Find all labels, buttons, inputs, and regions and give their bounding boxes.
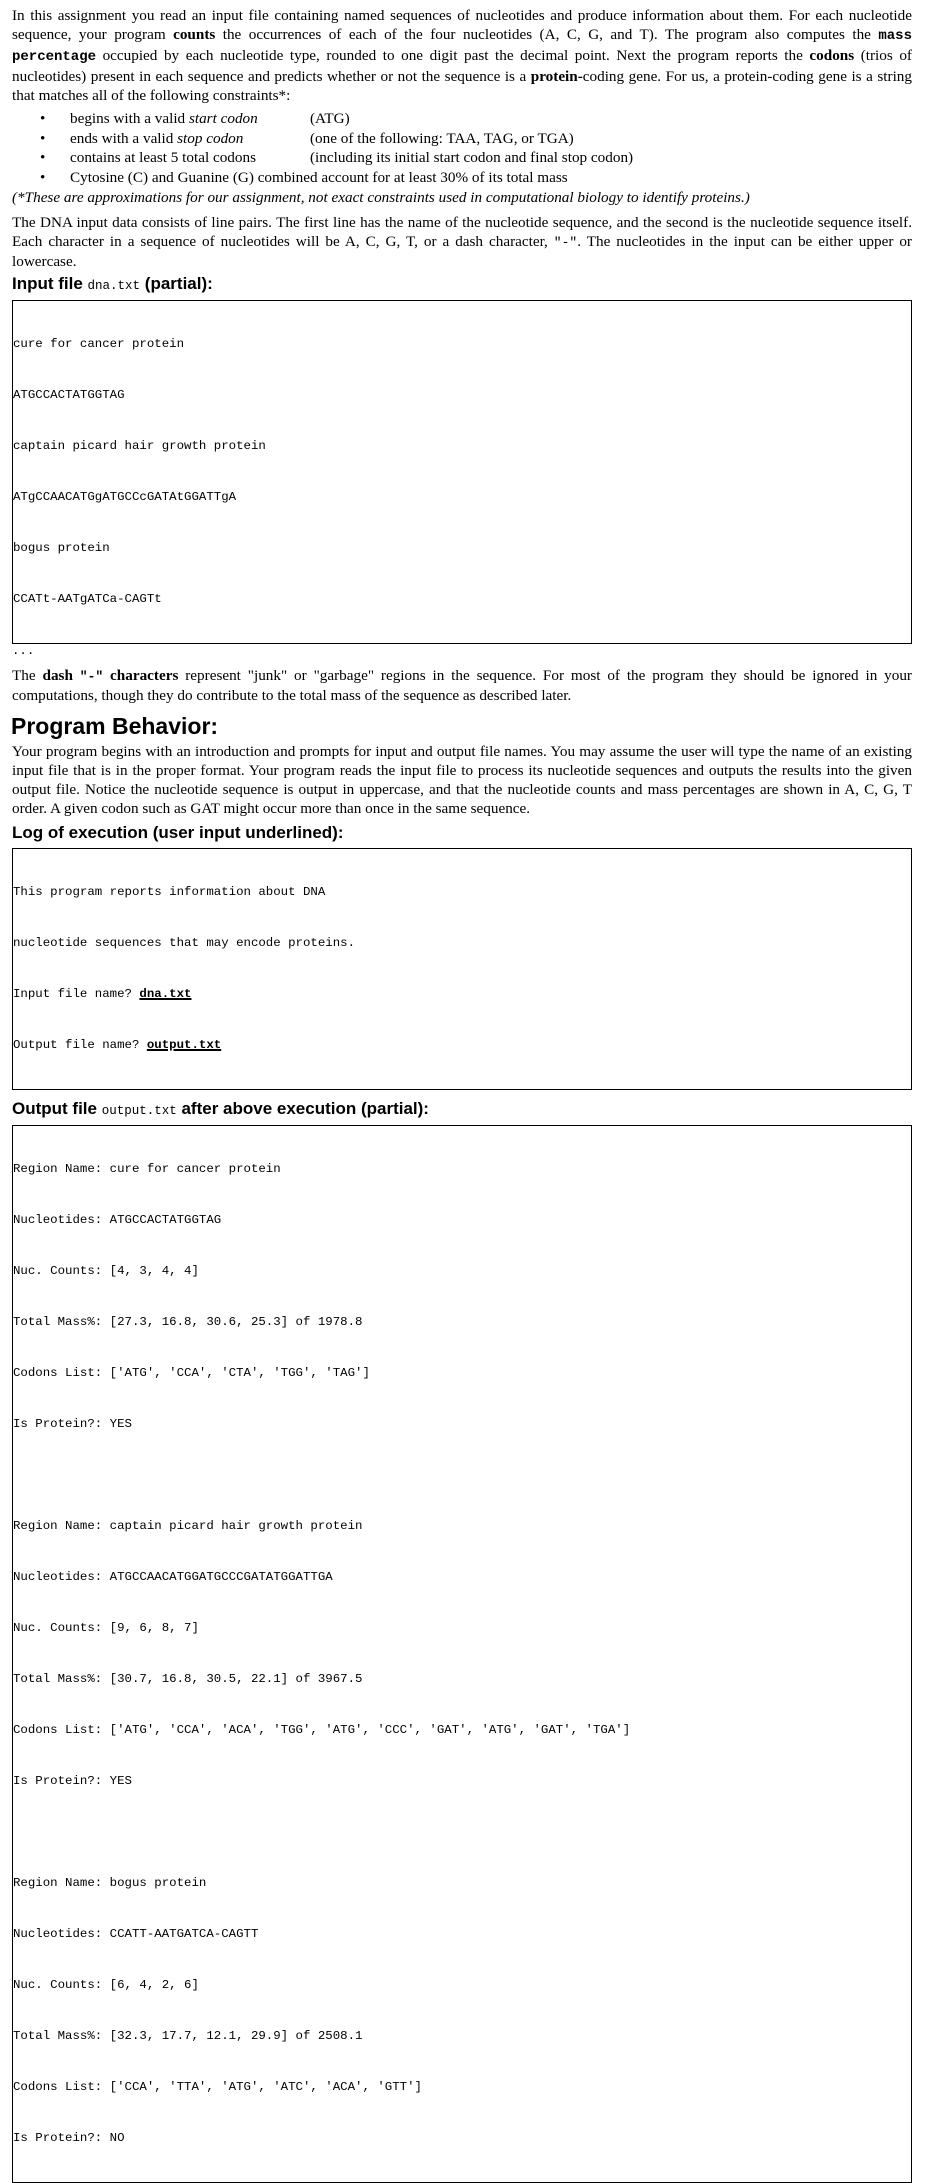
dash-char: "-" bbox=[553, 235, 578, 250]
program-behavior-heading: Program Behavior: bbox=[11, 713, 219, 739]
rule-item: • begins with a valid start codon (ATG) bbox=[40, 110, 350, 127]
output-line: Nucleotides: ATGCCAACATGGATGCCCGATATGGATTGA bbox=[13, 1570, 333, 1584]
user-input-infile: dna.txt bbox=[139, 987, 192, 1001]
bullet-icon: • bbox=[40, 129, 46, 147]
intro-bold-protein: protein- bbox=[530, 68, 583, 85]
output-line: Nucleotides: CCATT-AATGATCA-CAGTT bbox=[13, 1927, 259, 1941]
intro-bold-counts: counts bbox=[173, 26, 216, 43]
protein-rules-list bbox=[12, 109, 912, 187]
bullet-icon: • bbox=[40, 168, 46, 186]
intro-text: (trios of nucleotides) present in each sequence and predicts whether or not the sequence is a bbox=[12, 47, 912, 85]
dash-char: "-" bbox=[79, 669, 104, 684]
intro-text: In this assignment you read an input file containing named sequences of nucleotides and produce information about them. For each nucleotide sequence, your program bbox=[12, 7, 912, 43]
output-file-name: output.txt bbox=[101, 1104, 177, 1118]
bullet-icon: • bbox=[40, 110, 46, 127]
input-file-heading: Input file dna.txt (partial): bbox=[12, 274, 213, 293]
input-line: CCATt-AATgATCa-CAGTt bbox=[13, 592, 162, 606]
output-file-box bbox=[12, 1125, 912, 2183]
output-line: Codons List: ['ATG', 'CCA', 'CTA', 'TGG', 'TAG'] bbox=[13, 1366, 370, 1380]
input-description-paragraph: The DNA input data consists of line pairs. The first line has the name of the nucleotide sequence, and the second is the nucleotide sequence itself. Each character in a sequence of nucleotides will be A, C, G, T, or a dash character, "-". The nucleotides in the input can be either upper or lowercase. bbox=[12, 214, 912, 270]
output-line: Codons List: ['ATG', 'CCA', 'ACA', 'TGG', 'ATG', 'CCC', 'GAT', 'ATG', 'GAT', 'TGA'] bbox=[13, 1723, 631, 1737]
behavior-paragraph: Your program begins with an introduction and prompts for input and output file names. You may assume the user will type the name of an existing input file that is in the proper format. Your program reads the input file to process its nucleotide sequences and outputs the results into the given output file. Notice the nucleotide sequence is output in uppercase, and that the nucleotide counts and mass percentages are shown in A, C, G, T order. A given codon such as GAT might occur more than once in the same sequence. bbox=[12, 743, 912, 817]
execution-log-box bbox=[12, 848, 912, 1090]
approximation-note: (*These are approximations for our assignment, not exact constraints used in computational biology to identify proteins.) bbox=[12, 189, 750, 206]
input-file-name: dna.txt bbox=[87, 279, 141, 293]
intro-text: the occurrences of each of the four nucleotides (A, C, G, and T). The program also computes the bbox=[215, 26, 879, 43]
output-line: Nucleotides: ATGCCACTATGGTAG bbox=[13, 1213, 222, 1227]
output-line: Nuc. Counts: [9, 6, 8, 7] bbox=[13, 1621, 199, 1635]
assignment-page bbox=[12, 6, 912, 2183]
blank-line bbox=[13, 1824, 911, 1841]
output-line: Total Mass%: [30.7, 16.8, 30.5, 22.1] of 3967.5 bbox=[13, 1672, 363, 1686]
user-input-outfile: output.txt bbox=[146, 1038, 222, 1052]
blank-line bbox=[13, 1467, 911, 1484]
input-line: captain picard hair growth protein bbox=[13, 439, 266, 453]
dash-paragraph: The dash "-" characters represent "junk" or "garbage" regions in the sequence. For most of the program they should be ignored in your computations, though they do contribute to the total mass of the sequence as described later. bbox=[12, 667, 912, 704]
log-line: Input file name? dna.txt bbox=[13, 987, 192, 1001]
output-line: Is Protein?: NO bbox=[13, 2131, 125, 2145]
output-line: Region Name: bogus protein bbox=[13, 1876, 207, 1890]
output-line: Region Name: captain picard hair growth protein bbox=[13, 1519, 363, 1533]
intro-text: occupied by each nucleotide type, rounded to one digit past the decimal point. Next the program reports the bbox=[96, 47, 810, 64]
output-line: Is Protein?: YES bbox=[13, 1774, 132, 1788]
input-line: ATGCCACTATGGTAG bbox=[13, 388, 125, 402]
input-line: bogus protein bbox=[13, 541, 110, 555]
output-line: Codons List: ['CCA', 'TTA', 'ATG', 'ATC', 'ACA', 'GTT'] bbox=[13, 2080, 422, 2094]
log-heading: Log of execution (user input underlined): bbox=[12, 823, 344, 842]
log-line: Output file name? output.txt bbox=[13, 1038, 222, 1052]
rule-item: • ends with a valid stop codon (one of the following: TAA, TAG, or TGA) bbox=[40, 129, 574, 147]
output-file-heading: Output file output.txt after above execution (partial): bbox=[12, 1099, 429, 1118]
intro-paragraph bbox=[12, 6, 912, 105]
intro-bold-mass: mass percentage bbox=[12, 28, 912, 65]
output-line: Region Name: cure for cancer protein bbox=[13, 1162, 281, 1176]
log-line: This program reports information about DNA bbox=[13, 885, 326, 899]
output-line: Nuc. Counts: [6, 4, 2, 6] bbox=[13, 1978, 199, 1992]
output-line: Total Mass%: [27.3, 16.8, 30.6, 25.3] of 1978.8 bbox=[13, 1315, 363, 1329]
input-file-box bbox=[12, 300, 912, 644]
log-line: nucleotide sequences that may encode proteins. bbox=[13, 936, 356, 950]
intro-bold-codons: codons bbox=[809, 47, 855, 64]
input-line: cure for cancer protein bbox=[13, 337, 185, 351]
input-line: ATgCCAACATGgATGCCcGATAtGGATTgA bbox=[13, 490, 237, 504]
rule-item: • contains at least 5 total codons (including its initial start codon and final stop codon) bbox=[40, 149, 634, 166]
output-line: Is Protein?: YES bbox=[13, 1417, 132, 1431]
output-line: Nuc. Counts: [4, 3, 4, 4] bbox=[13, 1264, 199, 1278]
output-line: Total Mass%: [32.3, 17.7, 12.1, 29.9] of 2508.1 bbox=[13, 2029, 363, 2043]
intro-text: coding gene. For us, a protein-coding gene is a string that matches all of the following constraints*: bbox=[12, 68, 912, 104]
ellipsis: ... bbox=[12, 644, 35, 658]
bullet-icon: • bbox=[40, 149, 46, 166]
rule-item: • Cytosine (C) and Guanine (G) combined account for at least 30% of its total mass bbox=[40, 168, 568, 186]
